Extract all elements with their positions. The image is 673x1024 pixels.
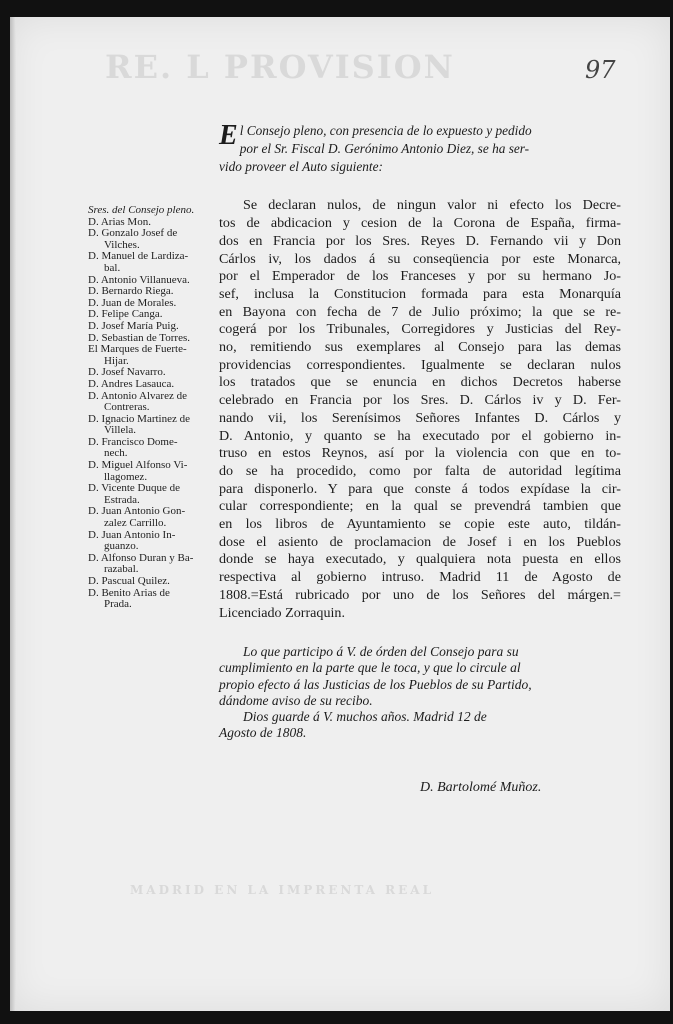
council-member-entry — [88, 379, 206, 391]
page-binding-edge — [10, 17, 16, 1011]
council-member-name: D. Manuel de Lardiza- — [88, 250, 189, 263]
council-member-name: D. Sebastian de Torres. — [88, 331, 190, 344]
decree-line: providencias correspondientes. Igualmente se declaran nulos — [219, 356, 621, 373]
closing-line: Dios guarde á V. muchos años. Madrid 12 de — [243, 709, 487, 725]
decree-paragraph — [219, 197, 621, 622]
council-member-name: D. Bernardo Riega. — [88, 285, 174, 298]
council-member-entry — [88, 588, 206, 611]
council-member-name-continued: Hijar. — [104, 354, 129, 367]
council-member-name: D. Josef María Puig. — [88, 319, 179, 332]
sidebar-heading: Sres. del Consejo pleno. — [88, 204, 195, 216]
intro-line: vido proveer el Auto siguiente: — [219, 158, 383, 174]
council-member-entry — [88, 391, 206, 414]
decree-line: donde se haya executado, y qualquiera nota puesta en ellos — [219, 551, 621, 568]
council-member-name: El Marques de Fuerte- — [88, 343, 187, 356]
closing-paragraph — [219, 644, 621, 741]
council-member-name: D. Vicente Duque de — [88, 482, 180, 495]
council-member-name-continued: nech. — [104, 447, 128, 460]
decree-line: dose el asiento de proclamacion de Josef i en los Pueblos — [219, 533, 621, 550]
council-member-entry — [88, 344, 206, 367]
council-member-name: D. Pascual Quilez. — [88, 575, 170, 587]
decree-line: respectiva al gobierno intruso. Madrid 11 de Agosto de — [219, 569, 621, 586]
council-member-entry — [88, 460, 206, 483]
decree-line: do se ha procedido, como por falta de autoridad legítima — [219, 462, 621, 479]
bleed-through-footer: MADRID EN LA IMPRENTA REAL — [130, 883, 435, 897]
council-member-name: D. Miguel Alfonso Vi- — [88, 459, 188, 472]
intro-paragraph — [219, 122, 621, 175]
decree-line: dos en Francia por los Sres. Reyes D. Fernando vii y Don — [219, 232, 621, 249]
decree-line: celebrado en Francia por los Sres. D. Cárlos iv y D. Fer- — [219, 392, 621, 409]
intro-line: por el Sr. Fiscal D. Gerónimo Antonio Diez, se ha ser- — [239, 140, 530, 156]
closing-line: propio efecto á las Justicias de los Pueblos de su Partido, — [219, 676, 532, 692]
council-member-name: D. Arias Mon. — [88, 215, 151, 228]
council-member-name-continued: zalez Carrillo. — [104, 517, 167, 530]
decree-line: cogerá por los Tribunales, Corregidores y Justicias del Rey- — [219, 321, 621, 338]
council-member-name: D. Ignacio Martinez de — [88, 412, 191, 425]
decree-line: nando vii, los Serenísimos Señores Infantes D. Cárlos y — [219, 409, 621, 426]
council-member-name-continued: Contreras. — [104, 401, 150, 414]
signature: D. Bartolomé Muñoz. — [420, 780, 542, 795]
council-member-name-continued: Prada. — [104, 598, 132, 611]
council-member-name: D. Antonio Villanueva. — [88, 273, 190, 286]
council-member-entry — [88, 286, 206, 298]
decree-line: Se declaran nulos, de ningun valor ni efecto los Decre- — [243, 197, 621, 214]
council-member-name: D. Andres Lasauca. — [88, 377, 175, 390]
council-members-sidebar — [88, 205, 206, 611]
council-member-entry — [88, 251, 206, 274]
council-member-name: D. Juan Antonio Gon- — [88, 505, 186, 518]
council-member-name: D. Felipe Canga. — [88, 308, 163, 321]
decree-line: los tratados que se enuncia en dichos Decretos haberse — [219, 374, 621, 391]
council-member-name-continued: guanzo. — [104, 540, 139, 553]
closing-line: Lo que participo á V. de órden del Consejo para su — [243, 644, 519, 660]
intro-line: l Consejo pleno, con presencia de lo expuesto y pedido — [239, 123, 532, 138]
council-member-name-continued: llagomez. — [104, 470, 148, 483]
bleed-through-title: RE. L PROVISION — [105, 48, 455, 86]
council-member-name: D. Francisco Dome- — [88, 435, 178, 448]
folio-number: 97 — [585, 56, 616, 84]
council-member-name-continued: Villela. — [104, 424, 137, 437]
main-text — [219, 122, 621, 741]
decree-line: truso en estos Reynos, así por la violencia con que en to- — [219, 445, 621, 462]
council-member-name-continued: Vilches. — [104, 238, 140, 251]
decree-line: tos de abdicacion y cesion de la Corona de España, firma- — [219, 215, 621, 232]
decree-line: Licenciado Zorraquin. — [219, 604, 346, 621]
closing-line: Agosto de 1808. — [219, 725, 307, 741]
council-member-name: D. Antonio Alvarez de — [88, 389, 187, 402]
council-member-name: D. Gonzalo Josef de — [88, 227, 178, 240]
decree-line: en Bayona con fecha de 7 de Julio próximo; la que se re- — [219, 303, 621, 320]
decree-line: sef, inclusa la Constitucion formada para esta Monarquía — [219, 285, 621, 302]
closing-line: dándome aviso de su recibo. — [219, 692, 373, 708]
council-member-entry — [88, 321, 206, 333]
decree-line: no, remitiendo sus exemplares al Consejo para las demas — [219, 339, 621, 356]
council-member-entry — [88, 530, 206, 553]
council-member-entry — [88, 553, 206, 576]
council-member-entry — [88, 483, 206, 506]
council-member-name-continued: Estrada. — [104, 493, 140, 506]
council-member-name: D. Juan de Morales. — [88, 296, 177, 309]
decree-line: para disponerlo. Y para que conste á todos expídase la cir- — [219, 480, 621, 497]
council-member-name-continued: bal. — [104, 261, 121, 274]
sidebar-entries — [88, 217, 206, 611]
council-member-name-continued: razabal. — [104, 563, 139, 576]
decree-line: D. Antonio, y quanto se ha executado por el gobierno in- — [219, 427, 621, 444]
decree-line: 1808.=Está rubricado por uno de los Señores del márgen.= — [219, 586, 621, 603]
decree-line: en los libros de Ayuntamiento se copie este auto, tildán- — [219, 516, 621, 533]
council-member-entry — [88, 437, 206, 460]
council-member-name: D. Alfonso Duran y Ba- — [88, 551, 194, 564]
council-member-entry — [88, 506, 206, 529]
council-member-name: D. Juan Antonio In- — [88, 528, 176, 541]
drop-cap: E — [219, 120, 238, 151]
council-member-name: D. Josef Navarro. — [88, 366, 166, 379]
council-member-entry — [88, 576, 206, 588]
decree-line: cular correspondiente; en la qual se prevendrá tambien que — [219, 498, 621, 515]
decree-line: por el Emperador de los Franceses y por su hermano Jo- — [219, 268, 621, 285]
closing-line: cumplimiento en la parte que le toca, y que lo circule al — [219, 660, 521, 676]
council-member-entry — [88, 228, 206, 251]
council-member-entry — [88, 414, 206, 437]
decree-line: Cárlos iv, los dados á su conseqüencia por este Monarca, — [219, 250, 621, 267]
council-member-name: D. Benito Arias de — [88, 586, 170, 599]
